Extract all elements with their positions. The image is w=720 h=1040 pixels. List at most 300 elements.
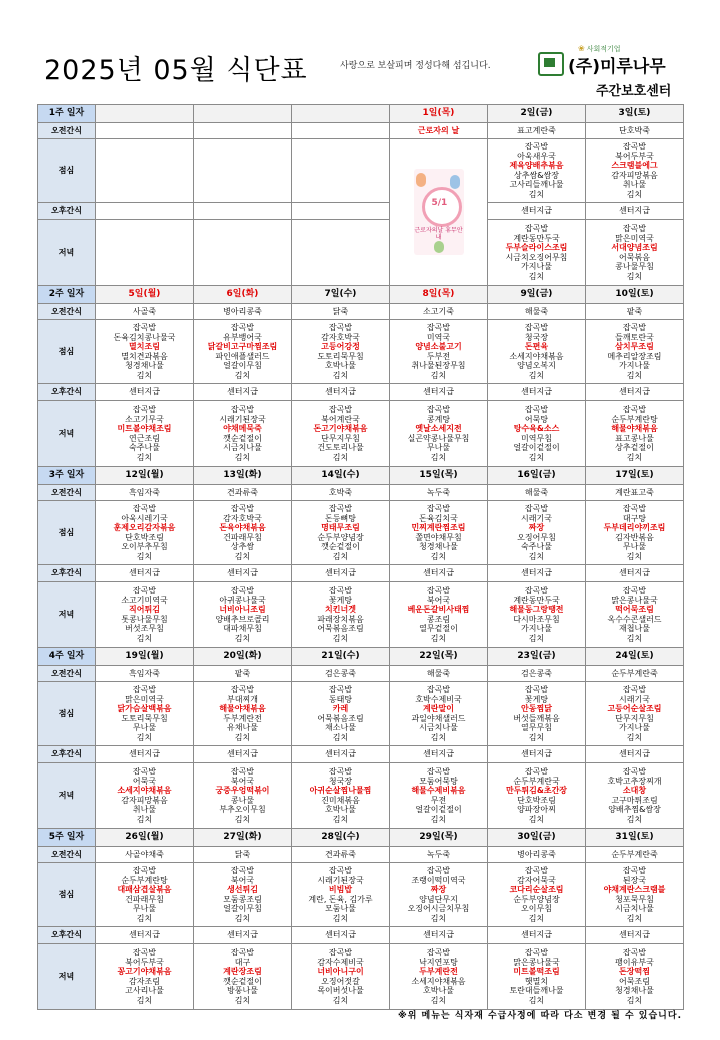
dish: 잡곡밥 (230, 323, 255, 332)
pm-snack-text: 센터지급 (129, 387, 160, 397)
dish: 시래기국 (619, 694, 650, 704)
dish: 취나물된장무침 (411, 361, 466, 370)
dish: 잡곡밥 (230, 948, 255, 957)
dish: 잡곡밥 (426, 767, 451, 776)
dish: 김치 (136, 551, 153, 561)
dinner-cell (194, 220, 292, 286)
dish: 청경채나물 (125, 361, 164, 370)
dish: 김치 (528, 913, 545, 923)
dish: 오이부추무침 (121, 542, 168, 551)
lunch-cell (194, 320, 292, 384)
dish: 김치 (528, 271, 545, 281)
dish: 김치 (332, 814, 349, 824)
pm-snack-cell (96, 565, 194, 582)
person-icon (416, 173, 426, 187)
dish: 상추쌈 (230, 542, 255, 551)
dinner-cell (292, 582, 390, 648)
dinner-row (38, 944, 684, 1010)
dish: 잡곡밥 (426, 586, 451, 595)
pm-snack-row (38, 927, 684, 944)
org-name: (주)미루나무 (568, 57, 666, 77)
am-snack-cell (390, 123, 488, 139)
dish: 대파채무침 (223, 624, 262, 633)
week-label: 2주 일자 (38, 286, 96, 304)
dish: 감자피망볶음 (121, 795, 168, 805)
dish: 표고콩나물 (615, 433, 654, 443)
pm-snack-row (38, 384, 684, 401)
dish: 잡곡밥 (426, 685, 451, 694)
dish: 만두튀김&초간장 (505, 786, 568, 795)
dish: 잡곡밥 (524, 685, 549, 694)
pm-snack-cell (292, 746, 390, 763)
am-snack-cell (390, 847, 488, 863)
dish: 김치 (234, 633, 251, 643)
dish: 잡곡밥 (524, 224, 549, 233)
am-snack-text: 소고기죽 (423, 306, 454, 316)
lunch-cell (96, 501, 194, 565)
dish: 오징어젓갈 (321, 976, 360, 986)
date-cell (194, 105, 292, 123)
dish: 두부계란전 (419, 967, 458, 976)
heart-icon (422, 187, 462, 227)
dish: 청포묵무침 (615, 894, 654, 904)
dish: 치킨너겟 (325, 605, 356, 614)
lunch-cell (292, 501, 390, 565)
am-snack-text: 검은콩죽 (521, 668, 552, 678)
dish: 소세지야채볶음 (117, 786, 172, 795)
pm-snack-cell (194, 384, 292, 401)
pm-snack-text: 센터지급 (129, 749, 160, 759)
dish: 된장국 (622, 875, 647, 885)
dish: 동태탕 (328, 694, 353, 704)
dish: 야채메묵죽 (223, 424, 262, 433)
dish: 상추쌈&쌈장 (514, 170, 559, 180)
dish: 파인애플샐러드 (215, 351, 270, 361)
dish: 북어국 (230, 875, 255, 885)
pm-snack-row (38, 746, 684, 763)
dinner-cell (390, 944, 488, 1010)
am-snack-cell (488, 847, 586, 863)
am-snack-cell (488, 666, 586, 682)
dish: 잡곡밥 (426, 866, 451, 875)
dish: 모둠어묵탕 (419, 776, 458, 786)
lunch-cell (292, 139, 390, 203)
dish: 청경채나물 (615, 986, 654, 995)
dish: 김치 (332, 452, 349, 462)
dish: 가지나물 (521, 624, 552, 633)
am-snack-text: 검은콩죽 (325, 668, 356, 678)
dish: 열무겉절이 (419, 624, 458, 633)
lunch-cell (488, 139, 586, 203)
dish: 잡곡밥 (132, 504, 157, 513)
dish: 잡곡밥 (622, 685, 647, 694)
dish: 건파래무침 (223, 532, 262, 542)
dish: 도토리묵무침 (121, 713, 168, 723)
lunch-label: 점심 (38, 682, 96, 746)
dish: 잡곡밥 (622, 405, 647, 414)
pm-snack-text: 센터지급 (227, 387, 258, 397)
pm-snack-cell (586, 384, 684, 401)
dinner-cell (586, 582, 684, 648)
dish: 잡곡밥 (622, 866, 647, 875)
slogan: 사랑으로 보살피며 정성다해 섬깁니다. (340, 61, 491, 71)
dish: 오징어무침 (517, 532, 556, 542)
dish: 김치 (136, 370, 153, 380)
dinner-cell (488, 944, 586, 1010)
date-cell: 13일(화) (194, 467, 292, 485)
dish: 김치 (430, 551, 447, 561)
date-cell: 24일(토) (586, 648, 684, 666)
am-snack-text: 호박죽 (328, 487, 353, 497)
dish: 실곤약콩나물무침 (407, 433, 470, 443)
dinner-cell (96, 582, 194, 648)
am-snack-cell (96, 304, 194, 320)
date-cell: 22일(목) (390, 648, 488, 666)
am-snack-cell (194, 123, 292, 139)
dish: 꽃게탕 (328, 595, 353, 605)
dish: 김치 (430, 814, 447, 824)
dish: 두부계란전 (223, 713, 262, 723)
am-snack-text: 팥죽 (234, 668, 251, 678)
am-snack-row (38, 304, 684, 320)
dish: 민찌계란찜조림 (411, 523, 466, 532)
dish: 김치 (528, 732, 545, 742)
date-cell (96, 105, 194, 123)
dinner-cell (96, 220, 194, 286)
lunch-row (38, 863, 684, 927)
dish: 잡곡밥 (230, 586, 255, 595)
pm-snack-cell (488, 384, 586, 401)
dish: 잡곡밥 (426, 323, 451, 332)
dinner-cell (194, 763, 292, 829)
org-logo (538, 44, 698, 104)
date-cell: 2일(금) (488, 105, 586, 123)
dish: 잡곡밥 (622, 767, 647, 776)
pm-snack-text: 센터지급 (423, 568, 454, 578)
am-snack-text: 녹두죽 (426, 487, 451, 497)
date-cell: 14일(수) (292, 467, 390, 485)
dish: 파래장치볶음 (317, 614, 364, 624)
dish: 콩나물무침 (615, 262, 654, 271)
dish: 김치 (234, 913, 251, 923)
dish: 소고기무국 (125, 414, 164, 424)
dish: 안동찜닭 (521, 704, 552, 713)
lunch-row (38, 320, 684, 384)
dish: 김치 (332, 551, 349, 561)
am-snack-cell (488, 485, 586, 501)
dish: 가지나물 (521, 262, 552, 271)
dinner-cell (488, 582, 586, 648)
dish: 감자어묵국 (517, 875, 556, 885)
pm-snack-cell (390, 384, 488, 401)
page-title: 2025년 05월 식단표 (44, 55, 308, 86)
dish: 잡곡밥 (328, 685, 353, 694)
dish: 순두부양념장 (317, 532, 364, 542)
dish: 모둠콩조림 (223, 894, 262, 904)
person-icon (434, 241, 444, 253)
pm-snack-text: 센터지급 (129, 568, 160, 578)
date-cell: 5일(월) (96, 286, 194, 304)
dish: 너비아니구이 (317, 967, 364, 976)
dinner-cell (96, 401, 194, 467)
dish: 김치 (626, 452, 643, 462)
am-snack-cell (96, 666, 194, 682)
pm-snack-row (38, 203, 684, 220)
dish: 김치 (332, 732, 349, 742)
dish: 들깨토란국 (615, 332, 654, 342)
pm-snack-cell (96, 203, 194, 220)
dish: 잡곡밥 (524, 948, 549, 957)
dish: 감자조림 (129, 976, 160, 986)
dish: 돈육김치콩나물국 (113, 332, 176, 342)
dish: 해물동그랑땡전 (509, 605, 564, 614)
dish: 대구 (234, 957, 251, 967)
week-row (38, 286, 684, 304)
lunch-cell (194, 139, 292, 203)
dish: 잡곡밥 (328, 586, 353, 595)
dish: 멸치조림 (129, 342, 160, 351)
dish: 재첩나물 (619, 624, 650, 633)
dish: 깻순겉절이 (321, 542, 360, 551)
dish: 삼치무조림 (615, 342, 654, 351)
pm-snack-cell (96, 746, 194, 763)
lunch-cell (488, 320, 586, 384)
dish: 생선튀김 (227, 885, 258, 894)
dish: 시래기된장국 (317, 875, 364, 885)
dish: 미역무침 (521, 433, 552, 443)
dinner-cell (96, 763, 194, 829)
date-cell: 17일(토) (586, 467, 684, 485)
dish: 잡곡밥 (328, 948, 353, 957)
dish: 오이무침 (521, 904, 552, 913)
dish: 열무무침 (521, 723, 552, 732)
lunch-cell (390, 863, 488, 927)
dish: 잡곡밥 (230, 405, 255, 414)
dish: 김치 (528, 189, 545, 199)
dish: 잡곡밥 (524, 767, 549, 776)
pm-snack-cell (292, 203, 390, 220)
dish: 잡곡밥 (524, 323, 549, 332)
am-snack-text: 녹두죽 (426, 849, 451, 859)
dish: 잡곡밥 (230, 504, 255, 513)
am-snack-text: 근로자의 날 (417, 125, 460, 135)
am-snack-text: 흑임자죽 (129, 487, 160, 497)
dish: 양념단무지 (419, 894, 458, 904)
pm-snack-text: 센터지급 (521, 568, 552, 578)
poster-caption: 근로자의날 휴무안내 (414, 227, 463, 241)
lunch-cell (488, 501, 586, 565)
dinner-cell (390, 582, 488, 648)
dish: 잡곡밥 (328, 405, 353, 414)
dish: 양념오복지 (517, 361, 556, 370)
dinner-row (38, 401, 684, 467)
pm-snack-cell (390, 746, 488, 763)
dish: 김치 (528, 633, 545, 643)
dish: 호박수제비국 (415, 694, 462, 704)
am-snack-label: 오전간식 (38, 304, 96, 320)
dish: 김자반볶음 (615, 532, 654, 542)
dish: 어묵볶음조림 (317, 713, 364, 723)
dish: 북어국 (426, 595, 451, 605)
dish: 김치 (626, 271, 643, 281)
dish: 숙주나물 (521, 542, 552, 551)
dish: 조랭이떡미역국 (411, 875, 466, 885)
dish: 부추오이무침 (219, 805, 266, 814)
dish: 김치 (136, 633, 153, 643)
dish: 잡곡밥 (622, 142, 647, 151)
dish: 시래기국 (521, 513, 552, 523)
dish: 아귀순살찜나물찜 (309, 786, 372, 795)
date-cell: 23일(금) (488, 648, 586, 666)
date-cell: 26일(월) (96, 829, 194, 847)
pm-snack-cell (96, 927, 194, 944)
am-snack-cell (488, 123, 586, 139)
am-snack-cell (194, 304, 292, 320)
dish: 버섯조무침 (125, 624, 164, 633)
dish: 짜장 (528, 523, 545, 532)
dinner-cell (586, 763, 684, 829)
lunch-cell (488, 682, 586, 746)
lunch-cell (586, 682, 684, 746)
dish: 김치 (626, 370, 643, 380)
dish: 양파장아찌 (517, 805, 556, 814)
dish: 해물수제비볶음 (411, 786, 466, 795)
dish: 방풍나물 (227, 986, 258, 995)
dish: 닭가슴살백볶음 (117, 704, 172, 713)
dish: 얼갈이겉절이 (415, 805, 462, 814)
dish: 김치 (332, 370, 349, 380)
lunch-cell (586, 501, 684, 565)
lunch-cell (96, 682, 194, 746)
lunch-cell (96, 139, 194, 203)
dish: 낙지연포탕 (419, 957, 458, 967)
am-snack-cell (292, 304, 390, 320)
date-cell: 16일(금) (488, 467, 586, 485)
dinner-cell (292, 763, 390, 829)
lunch-label: 점심 (38, 320, 96, 384)
dish: 김치 (528, 551, 545, 561)
dish: 김치 (626, 814, 643, 824)
dish: 팽이유부국 (615, 957, 654, 967)
dish: 김치 (626, 633, 643, 643)
pm-snack-text: 센터지급 (325, 749, 356, 759)
dish: 콩계탕 (426, 414, 451, 424)
lunch-label: 점심 (38, 139, 96, 203)
dish: 두부데리야끼조림 (603, 523, 666, 532)
dish: 김치 (234, 814, 251, 824)
am-snack-row (38, 847, 684, 863)
dish: 김치 (430, 452, 447, 462)
lunch-cell (194, 682, 292, 746)
dish: 계란말이 (423, 704, 454, 713)
pm-snack-text: 센터지급 (129, 930, 160, 940)
pm-snack-text: 센터지급 (227, 930, 258, 940)
dish: 직어튀김 (129, 605, 160, 614)
am-snack-cell (586, 304, 684, 320)
am-snack-cell (586, 485, 684, 501)
am-snack-cell (292, 123, 390, 139)
dish: 소세지야채볶음 (411, 976, 466, 986)
dish: 가지나물 (619, 361, 650, 370)
dish: 고구마튀조림 (611, 795, 658, 805)
dinner-cell (194, 401, 292, 467)
am-snack-text: 팥죽 (626, 306, 643, 316)
dinner-cell (292, 220, 390, 286)
dish: 어묵볶음조림 (317, 624, 364, 633)
poster-number: 5/1 (431, 198, 448, 208)
dish: 멸치견과볶음 (121, 351, 168, 361)
dish: 건파래무침 (125, 894, 164, 904)
dish: 김치 (136, 814, 153, 824)
dish: 건도토리나물 (317, 443, 364, 452)
dish: 콩나물 (230, 795, 255, 805)
dish: 김치 (626, 913, 643, 923)
pm-snack-text: 센터지급 (325, 568, 356, 578)
am-snack-cell (194, 485, 292, 501)
dish: 부대찌개 (227, 694, 258, 704)
date-cell: 8일(목) (390, 286, 488, 304)
am-snack-text: 닭죽 (234, 849, 251, 859)
dish: 김치 (528, 452, 545, 462)
pm-snack-text: 센터지급 (423, 749, 454, 759)
dish: 버섯들깨볶음 (513, 713, 560, 723)
lunch-cell (292, 863, 390, 927)
meal-table (37, 104, 684, 1010)
dish: 김치 (136, 452, 153, 462)
pm-snack-text: 센터지급 (227, 749, 258, 759)
dish: 옥수수콘샐러드 (607, 614, 662, 624)
dish: 아욱시레기국 (121, 513, 168, 523)
dish: 단호박조림 (517, 795, 556, 805)
am-snack-cell (292, 847, 390, 863)
pm-snack-text: 센터지급 (325, 930, 356, 940)
dish: 계란동만두국 (513, 595, 560, 605)
pm-snack-label: 오후간식 (38, 746, 96, 763)
dish: 감자호박국 (223, 513, 262, 523)
dish: 얼갈이겉절이 (513, 443, 560, 452)
dinner-label: 저녁 (38, 220, 96, 286)
am-snack-text: 닭죽 (332, 306, 349, 316)
dinner-cell (488, 763, 586, 829)
dish: 잡곡밥 (524, 405, 549, 414)
dinner-row (38, 763, 684, 829)
dish: 김치 (626, 551, 643, 561)
dinner-cell (586, 944, 684, 1010)
lunch-cell (586, 863, 684, 927)
dish: 과일야채샐러드 (411, 713, 466, 723)
dish: 톳콩나물무침 (121, 614, 168, 624)
dinner-cell (586, 401, 684, 467)
dish: 김치 (430, 913, 447, 923)
date-cell: 29일(목) (390, 829, 488, 847)
am-snack-text: 순두부계란죽 (611, 668, 658, 678)
pm-snack-text: 센터지급 (521, 206, 552, 216)
dish: 북어두부국 (125, 957, 164, 967)
dish: 김치 (430, 732, 447, 742)
dish: 시래기된장국 (219, 414, 266, 424)
dish: 시금치나물 (615, 904, 654, 913)
dish: 김치 (136, 732, 153, 742)
dish: 감자피망볶음 (611, 170, 658, 180)
dish: 서대양념조림 (611, 243, 658, 252)
dish: 꽃게탕 (524, 694, 549, 704)
dish: 김치 (626, 189, 643, 199)
date-cell: 3일(토) (586, 105, 684, 123)
am-snack-cell (390, 304, 488, 320)
lunch-cell (96, 320, 194, 384)
dish: 얼갈이무침 (223, 361, 262, 370)
dish: 돈등뼈탕 (325, 513, 356, 523)
